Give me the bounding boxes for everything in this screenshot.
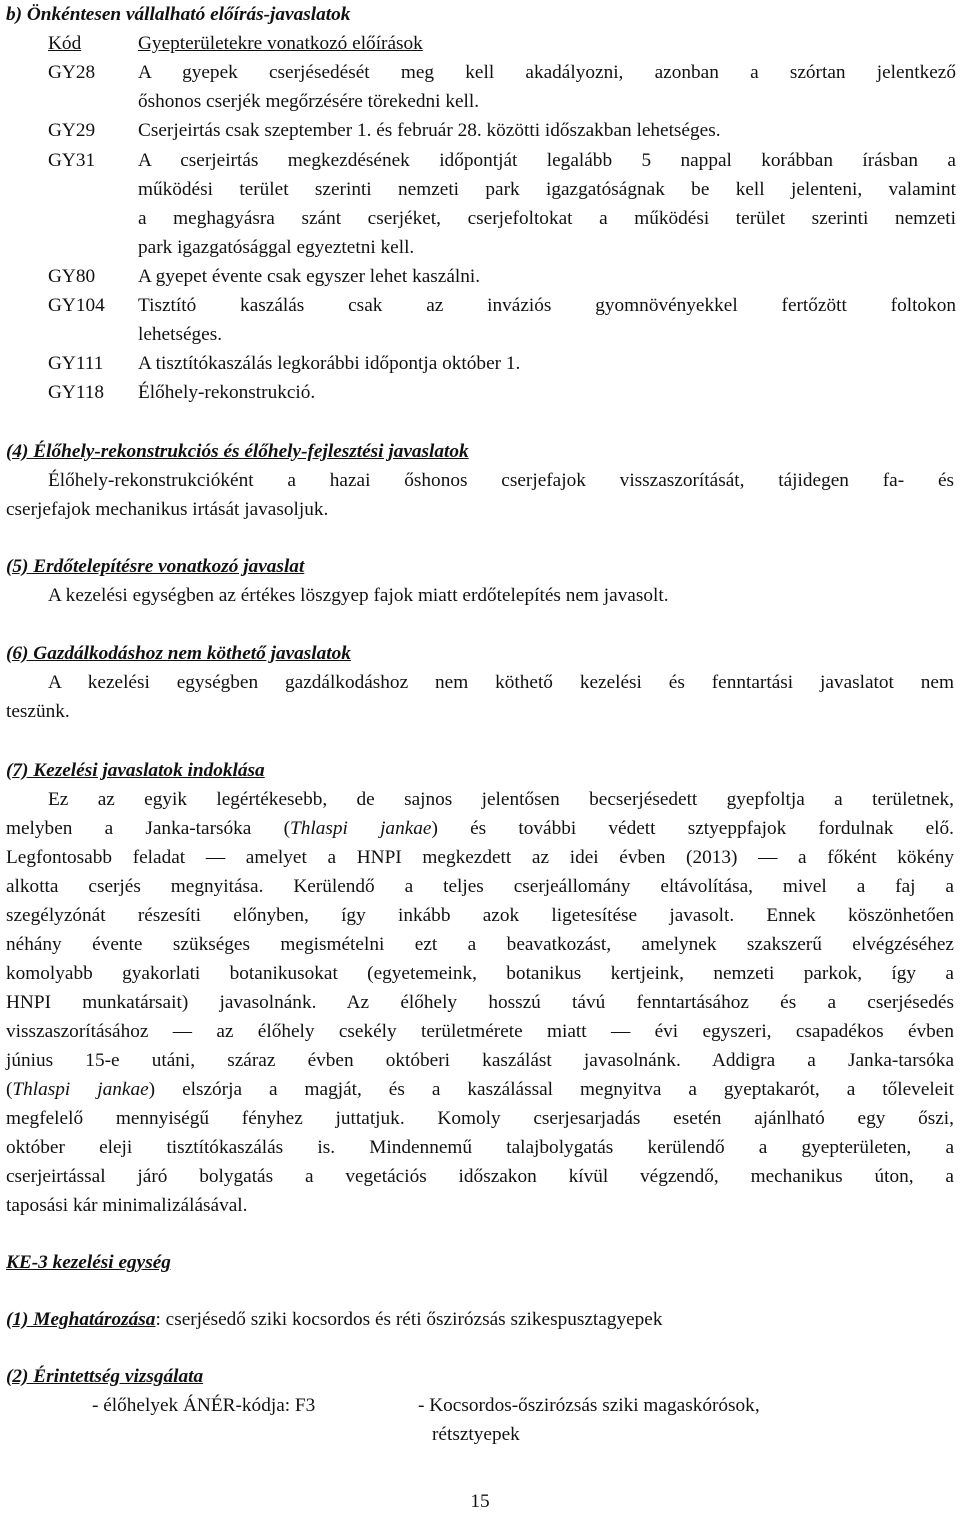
- section-7-line10: június 15-e utáni, száraz évben októberi kaszálást javasolnánk. Addigra a Janka-tarsóka: [6, 1050, 954, 1071]
- section-6-title: (6) Gazdálkodáshoz nem köthető javaslatok: [6, 643, 351, 664]
- rule-gy28-line1: A gyepek cserjésedését meg kell akadályozni, azonban a szórtan jelentkező: [138, 62, 956, 83]
- section-7-line5: szegélyzónát részesíti előnyben, így inkább azok ligetesítése javasolt. Ennek köszönhetően: [6, 905, 954, 926]
- section-4-title: (4) Élőhely-rekonstrukciós és élőhely-fejlesztési javaslatok: [6, 441, 469, 462]
- section-7-line11: [6, 1075, 954, 1104]
- section-7-line13: október eleji tisztítókaszálás is. Mindennemű talajbolygatás kerülendő a gyepterületen, a: [6, 1137, 954, 1158]
- rule-gy28-line2: őshonos cserjék megőrzésére törekedni kell.: [138, 91, 480, 112]
- species-name: Thlaspi jankae: [12, 1079, 149, 1100]
- code-gy80: GY80: [48, 266, 96, 287]
- page-number: 15: [470, 1491, 490, 1512]
- code-gy31: GY31: [48, 150, 96, 171]
- section-7-line1: Ez az egyik legértékesebb, de sajnos jelentősen becserjésedett gyepfoltja a területnek,: [48, 789, 954, 810]
- section-7-line2-b: ) és további védett sztyeppfajok fordulnak elő.: [431, 818, 954, 839]
- table-header-label: Gyepterületekre vonatkozó előírások: [138, 33, 423, 54]
- rule-gy104-line2: lehetséges.: [138, 324, 223, 345]
- rule-gy31-line4: park igazgatósággal egyeztetni kell.: [138, 237, 415, 258]
- ke3-habitat-name-line2: rétsztyepek: [432, 1424, 520, 1445]
- section-7-line7: komolyabb gyakorlati botanikusokat (egyetemeink, botanikus kertjeink, nemzeti parkok, így a: [6, 963, 954, 984]
- section-7-line11-a: (: [6, 1079, 13, 1100]
- code-gy29: GY29: [48, 120, 96, 141]
- rule-gy80-line1: A gyepet évente csak egyszer lehet kaszálni.: [138, 266, 481, 287]
- section-6-line2: teszünk.: [6, 701, 70, 722]
- section-7-line4: alkotta cserjés megnyitása. Kerülendő a teljes cserjeállomány eltávolítása, mivel a faj a: [6, 876, 954, 897]
- section-7-title: (7) Kezelési javaslatok indoklása: [6, 760, 265, 781]
- section-5-line1: A kezelési egységben az értékes löszgyep fajok miatt erdőtelepítés nem javasolt.: [48, 585, 669, 606]
- code-gy104: GY104: [48, 295, 105, 316]
- rule-gy118-line1: Élőhely-rekonstrukció.: [138, 382, 316, 403]
- rule-gy31-line2: működési terület szerinti nemzeti park igazgatóságnak be kell jelenteni, valamint: [138, 179, 956, 200]
- rule-gy31-line3: a meghagyásra szánt cserjéket, cserjefoltokat a működési terület szerinti nemzeti: [138, 208, 956, 229]
- ke3-section-1-label: (1) Meghatározása: [6, 1309, 156, 1330]
- species-name: Thlaspi jankae: [290, 818, 432, 839]
- section-4-line1: Élőhely-rekonstrukcióként a hazai őshonos cserjefajok visszaszorítását, tájidegen fa- és: [48, 470, 954, 491]
- table-header-code: Kód: [48, 33, 82, 54]
- section-7-line2: [6, 814, 954, 843]
- rule-gy111-line1: A tisztítókaszálás legkorábbi időpontja október 1.: [138, 353, 521, 374]
- section-4-line2: cserjefajok mechanikus irtását javasoljuk.: [6, 499, 329, 520]
- rule-gy104-line1: Tisztító kaszálás csak az inváziós gyomnövényekkel fertőzött foltokon: [138, 295, 956, 316]
- code-gy28: GY28: [48, 62, 96, 83]
- code-gy118: GY118: [48, 382, 105, 403]
- section-7-line2-a: melyben a Janka-tarsóka (: [6, 818, 290, 839]
- ke3-section-1-text: : cserjésedő sziki kocsordos és réti őszirózsás szikespusztagyepek: [155, 1309, 663, 1330]
- rule-gy31-line1: A cserjeirtás megkezdésének időpontját legalább 5 nappal korábban írásban a: [138, 150, 956, 171]
- section-7-line6: néhány évente szükséges megismételni ezt a beavatkozást, amelynek szakszerű elvégzéséhez: [6, 934, 954, 955]
- section-7-line11-b: ) elszórja a magját, és a kaszálással megnyitva a gyeptakarót, a tőleveleit: [148, 1079, 954, 1100]
- section-7-line15: taposási kár minimalizálásával.: [6, 1195, 248, 1216]
- section-7-line8: HNPI munkatársait) javasolnánk. Az élőhely hosszú távú fenntartásához és a cserjésedés: [6, 992, 954, 1013]
- section-5-title: (5) Erdőtelepítésre vonatkozó javaslat: [6, 556, 305, 577]
- ke3-title: KE-3 kezelési egység: [6, 1252, 171, 1273]
- section-6-line1: A kezelési egységben gazdálkodáshoz nem köthető kezelési és fenntartási javaslatot nem: [48, 672, 954, 693]
- ke3-section-2-title: (2) Érintettség vizsgálata: [6, 1366, 204, 1387]
- ke3-section-1: [6, 1305, 663, 1334]
- code-gy111: GY111: [48, 353, 104, 374]
- section-7-line3: Legfontosabb feladat — amelyet a HNPI megkezdett az idei évben (2013) — a főként kökény: [6, 847, 954, 868]
- section-7-line12: megfelelő mennyiségű fényhez juttatjuk. Komoly cserjesarjadás esetén ajánlható egy őszi,: [6, 1108, 954, 1129]
- ke3-habitat-code: - élőhelyek ÁNÉR-kódja: F3: [92, 1395, 316, 1416]
- section-b-title: b) Önkéntesen vállalható előírás-javaslatok: [6, 4, 351, 25]
- rule-gy29-line1: Cserjeirtás csak szeptember 1. és február 28. közötti időszakban lehetséges.: [138, 120, 721, 141]
- ke3-habitat-name-line1: - Kocsordos-őszirózsás sziki magaskórósok,: [418, 1395, 760, 1416]
- section-7-line9: visszaszorításához — az élőhely csekély területmérete miatt — évi egyszeri, csapadékos évben: [6, 1021, 954, 1042]
- section-7-line14: cserjeirtással járó bolygatás a vegetációs időszakon kívül végzendő, mechanikus úton, a: [6, 1166, 954, 1187]
